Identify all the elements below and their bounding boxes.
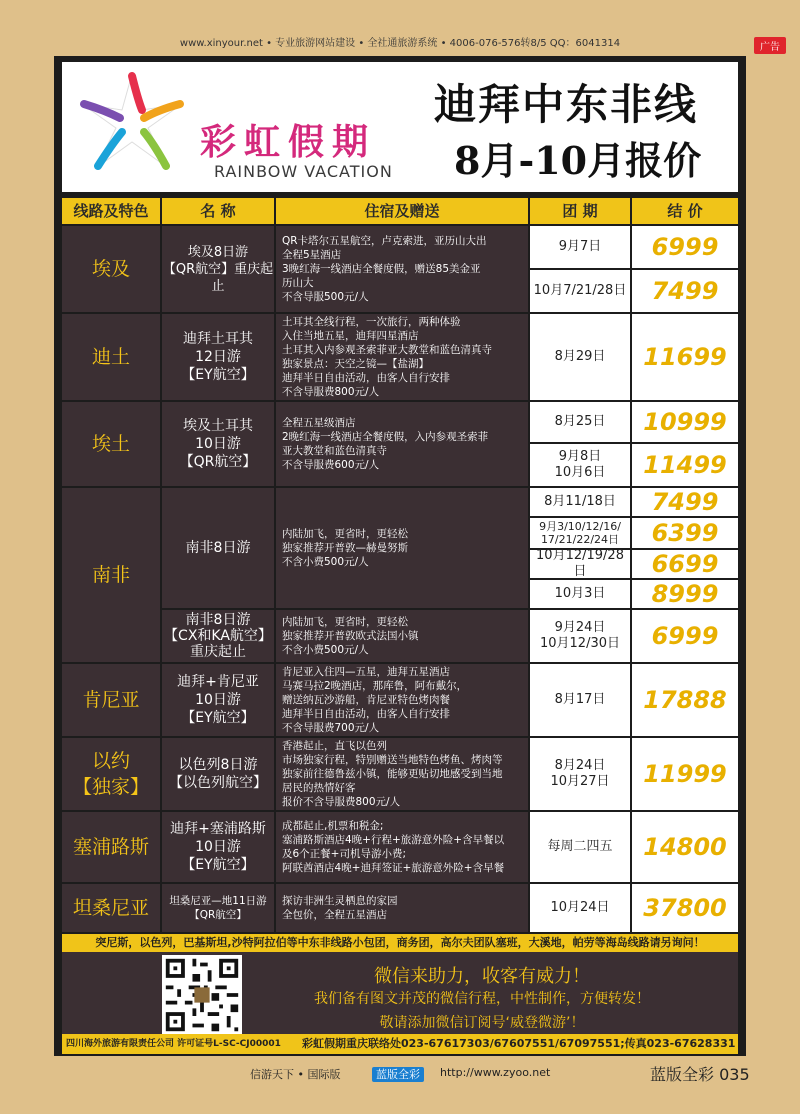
inquiry-banner: 突尼斯，以色列，巴基斯坦,沙特阿拉伯等中东非线路小包团，商务团，高尔夫团队塞班，大溪地，帕劳等海岛线路请另询问！ <box>62 934 738 952</box>
tour-price: 11699 <box>632 314 738 400</box>
page-title: 迪拜中东非线 <box>434 80 699 129</box>
tour-name-israel: 以色列8日游 【以色列航空】 <box>162 738 274 810</box>
wechat-line-3: 敬请添加微信订阅号‘威登微游’！ <box>379 1015 585 1031</box>
tour-date: 每周二四五 <box>530 812 630 882</box>
blue-edition-badge: 蓝版全彩 <box>372 1067 424 1082</box>
tour-date: 10月7/21/28日 <box>530 270 630 312</box>
tour-date: 9月24日 10月12/30日 <box>530 610 630 662</box>
tour-price: 11999 <box>632 738 738 810</box>
tour-name-dubai-turkey: 迪拜土耳其 12日游 【EY航空】 <box>162 314 274 400</box>
header-price: 结 价 <box>632 198 738 224</box>
tour-date: 10月24日 <box>530 884 630 932</box>
tour-date: 8月29日 <box>530 314 630 400</box>
top-info-bar: www.xinyour.net • 专业旅游网站建设 • 全社通旅游系统 • 4006-076-576转8/5 QQ：6041314 <box>179 38 621 49</box>
footer-bar <box>62 1034 738 1054</box>
header-name: 名 称 <box>162 198 274 224</box>
header <box>62 62 738 192</box>
tour-date: 8月24日 10月27日 <box>530 738 630 810</box>
tour-name-cyprus: 迪拜+塞浦路斯 10日游 【EY航空】 <box>162 812 274 882</box>
tour-date: 10月12/19/28日 <box>530 550 630 578</box>
tour-price: 37800 <box>632 884 738 932</box>
tour-price: 10999 <box>632 402 738 442</box>
tour-desc-south-africa: 内陆加飞，更省时，更轻松 独家推荐开普敦—赫曼努斯 不含小费500元/人 <box>276 488 528 608</box>
tour-desc-dubai-turkey: 土耳其全线行程，一次旅行，两种体验 入住当地五星，迪拜四星酒店 土耳其入内参观圣索菲亚大教堂和蓝色清真寺 独家景点：天空之镜—【盐湖】 迪拜半日自由活动，由客人自行安排 不含导服费800元/人 <box>276 314 528 400</box>
brand-name-en: RAINBOW VACATION <box>214 162 393 181</box>
tour-date: 9月3/10/12/16/ 17/21/22/24日 <box>530 518 630 548</box>
header-route: 线路及特色 <box>62 198 160 224</box>
tour-name-tanzania: 坦桑尼亚—地11日游 【QR航空】 <box>162 884 274 932</box>
tour-date: 8月25日 <box>530 402 630 442</box>
tour-desc-israel: 香港起止，直飞以色列 市场独家行程，特别赠送当地特色烤鱼、烤肉等 独家前往德鲁兹小镇，能够更贴切地感受到当地 居民的热情好客 报价不含导服费800元/人 <box>276 738 528 810</box>
tour-price: 11499 <box>632 444 738 486</box>
tour-price: 17888 <box>632 664 738 736</box>
route-egypt: 埃及 <box>62 226 160 312</box>
tour-desc-egypt: QR卡塔尔五星航空，卢克索进，亚历山大出 全程5星酒店 3晚红海一线酒店全餐度假，赠送85美金亚 历山大 不含导服500元/人 <box>276 226 528 312</box>
tour-name-south-africa: 南非8日游 <box>162 488 274 608</box>
tour-name-kenya: 迪拜+肯尼亚 10日游 【EY航空】 <box>162 664 274 736</box>
tour-price: 8999 <box>632 580 738 608</box>
bottom-left-text: 信游天下 • 国际版 <box>250 1068 341 1081</box>
tour-desc-egypt-turkey: 全程五星级酒店 2晚红海一线酒店全餐度假，入内参观圣索菲 亚大教堂和蓝色清真寺 不含导服费600元/人 <box>276 402 528 486</box>
route-dubai-turkey: 迪土 <box>62 314 160 400</box>
tour-date: 9月8日 10月6日 <box>530 444 630 486</box>
tour-date: 8月11/18日 <box>530 488 630 516</box>
wechat-promo <box>62 952 738 1038</box>
tour-desc-south-africa-cx: 内陆加飞，更省时，更轻松 独家推荐开普敦欧式法国小镇 不含小费500元/人 <box>276 610 528 662</box>
brand-name: 彩虹假期 <box>200 121 377 163</box>
tour-price: 6999 <box>632 226 738 268</box>
route-south-africa: 南非 <box>62 488 160 662</box>
bottom-url: http://www.zyoo.net <box>440 1066 551 1079</box>
tour-date: 9月7日 <box>530 226 630 268</box>
tour-name-egypt-turkey: 埃及土耳其 10日游 【QR航空】 <box>162 402 274 486</box>
tour-price: 6399 <box>632 518 738 548</box>
tour-desc-tanzania: 探访非洲生灵栖息的家园 全包价，全程五星酒店 <box>276 884 528 932</box>
tour-price: 7499 <box>632 488 738 516</box>
route-israel-jordan: 以约 【独家】 <box>62 738 160 810</box>
wechat-line-1: 微信来助力，收客有威力！ <box>374 966 590 987</box>
tour-price: 14800 <box>632 812 738 882</box>
tour-name-south-africa-cx: 南非8日游 【CX和KA航空】 重庆起止 <box>162 610 274 662</box>
qr-code-icon <box>162 955 242 1035</box>
footer-company: 四川海外旅游有限责任公司 许可证号L-SC-CJ00001 <box>66 1039 281 1049</box>
tour-desc-kenya: 肯尼亚入住四—五星，迪拜五星酒店 马赛马拉2晚酒店，那库鲁，阿布戴尔， 赠送纳瓦沙游船，肯尼亚特色烤肉餐 迪拜半日自由活动，由客人自行安排 不含导服费700元/人 <box>276 664 528 736</box>
route-cyprus: 塞浦路斯 <box>62 812 160 882</box>
tour-date: 8月17日 <box>530 664 630 736</box>
tour-price: 6999 <box>632 610 738 662</box>
page-number: 蓝版全彩 035 <box>650 1065 750 1084</box>
header-accommodation: 住宿及赠送 <box>276 198 528 224</box>
tour-price: 6699 <box>632 550 738 578</box>
rainbow-star-logo-icon <box>72 70 192 174</box>
route-tanzania: 坦桑尼亚 <box>62 884 160 932</box>
footer-contact: 彩虹假期重庆联络处023-67617303/67607551/67097551;传真023-67628331 <box>302 1037 736 1050</box>
tour-desc-cyprus: 成都起止,机票和税金; 塞浦路斯酒店4晚+行程+旅游意外险+含早餐以 及6个正餐+司机导游小费; 阿联酋酒店4晚+迪拜签证+旅游意外险+含早餐 <box>276 812 528 882</box>
page-subtitle: 8月-10月报价 <box>454 138 702 183</box>
route-kenya: 肯尼亚 <box>62 664 160 736</box>
tour-price: 7499 <box>632 270 738 312</box>
header-dates: 团 期 <box>530 198 630 224</box>
ad-tag: 广告 <box>754 37 786 54</box>
tour-date: 10月3日 <box>530 580 630 608</box>
route-egypt-turkey: 埃土 <box>62 402 160 486</box>
tour-name-egypt: 埃及8日游 【QR航空】重庆起止 <box>162 226 274 312</box>
wechat-line-2: 我们备有图文并茂的微信行程，中性制作，方便转发！ <box>314 991 650 1007</box>
